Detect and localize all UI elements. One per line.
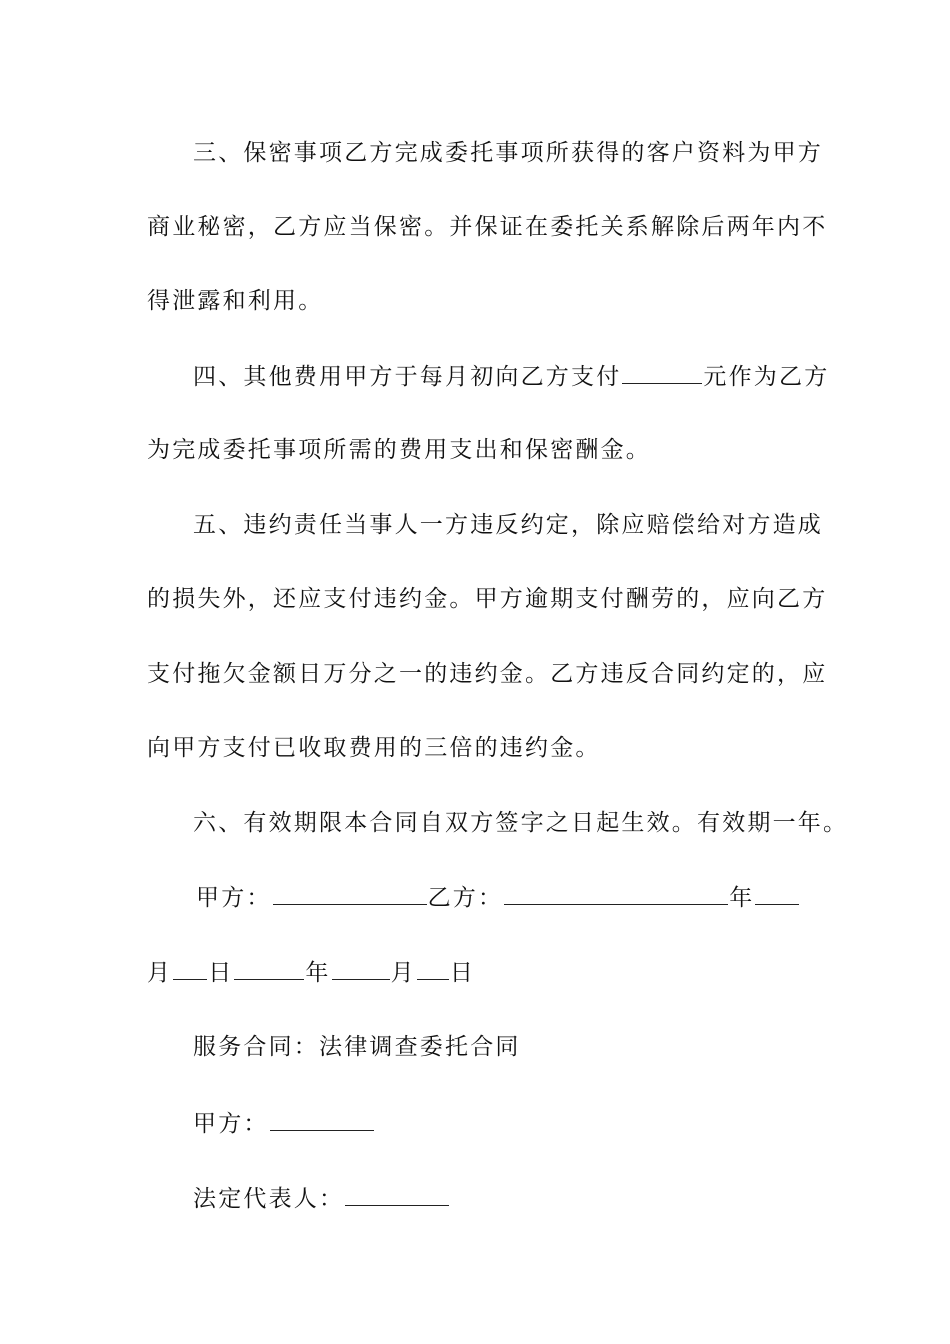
signature-line-1: [196, 882, 800, 913]
footer-party-a-blank: [270, 1108, 374, 1131]
clause-6-line-1: 六、有效期限本合同自双方签字之日起生效。有效期一年。: [193, 810, 849, 836]
footer-party-a: [193, 1108, 375, 1139]
clause-3-line-2: 商业秘密，乙方应当保密。并保证在委托关系解除后两年内不: [147, 214, 828, 240]
month-label-1: 月: [147, 960, 173, 986]
party-a-label: 甲方：: [196, 885, 272, 911]
clause-5-line-4: 向甲方支付已收取费用的三倍的违约金。: [147, 735, 601, 761]
legal-rep-blank: [345, 1183, 449, 1206]
day-label-2: 日: [449, 960, 476, 986]
clause-5-line-3: 支付拖欠金额日万分之一的违约金。乙方违反合同约定的，应: [147, 661, 828, 687]
year-blank-2: [332, 957, 390, 980]
party-b-blank: [504, 882, 728, 905]
footer-party-a-label: 甲方：: [193, 1111, 269, 1137]
day-label-1: 日: [208, 960, 234, 986]
clause-4-prefix: 四、其他费用甲方于每月初向乙方支付: [193, 364, 622, 390]
legal-rep-label: 法定代表人：: [193, 1186, 345, 1212]
clause-4-line-1: [193, 361, 829, 392]
month-blank-2: [417, 957, 449, 980]
month-blank-1: [173, 957, 207, 980]
day-blank-1: [234, 957, 304, 980]
clause-5-line-2: 的损失外，还应支付违约金。甲方逾期支付酬劳的，应向乙方: [147, 586, 828, 612]
clause-4-suffix: 元作为乙方: [703, 364, 830, 390]
contract-title-line: 服务合同：法律调查委托合同: [193, 1034, 521, 1060]
party-a-blank: [273, 882, 427, 905]
footer-legal-rep: [193, 1183, 450, 1214]
clause-5-line-1: 五、违约责任当事人一方违反约定，除应赔偿给对方造成: [193, 512, 823, 538]
fee-amount-blank: [622, 361, 702, 384]
year-label-1: 年: [729, 885, 755, 911]
clause-3-line-3: 得泄露和利用。: [147, 288, 324, 314]
party-b-label: 乙方：: [427, 885, 504, 911]
year-blank-1: [755, 882, 799, 905]
signature-line-2: [147, 957, 475, 988]
year-label-2: 年: [305, 960, 331, 986]
clause-4-line-2: 为完成委托事项所需的费用支出和保密酬金。: [147, 437, 651, 463]
month-label-2: 月: [390, 960, 416, 986]
clause-3-line-1: 三、保密事项乙方完成委托事项所获得的客户资料为甲方: [193, 140, 823, 166]
